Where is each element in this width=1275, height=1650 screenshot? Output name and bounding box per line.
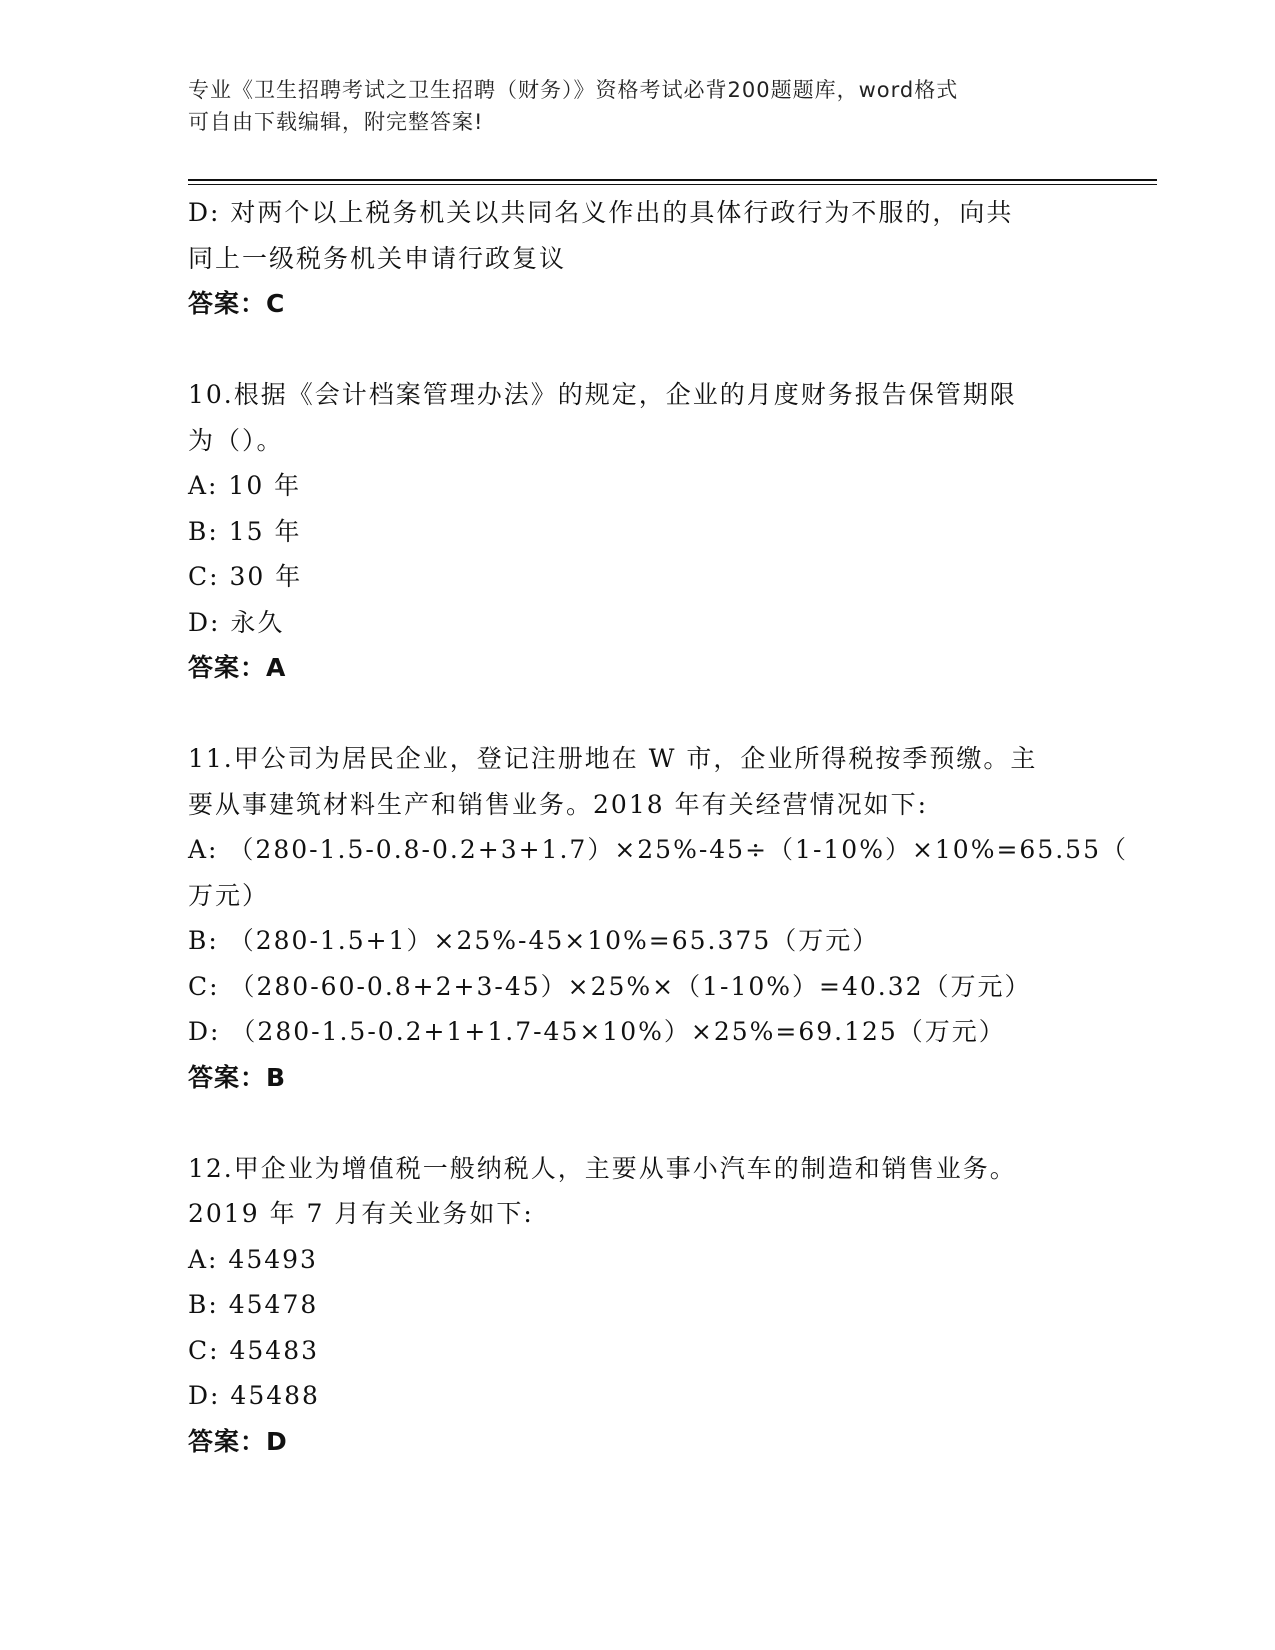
q12-option-c: C: 45483 <box>188 1335 320 1365</box>
q11-stem-line-1: 11.甲公司为居民企业，登记注册地在 W 市，企业所得税按季预缴。主 <box>188 744 1038 773</box>
q9-option-d-line-2: 同上一级税务机关申请行政复议 <box>188 243 567 273</box>
spacer <box>188 1100 1088 1146</box>
q10-stem-line-1: 10.根据《会计档案管理办法》的规定，企业的月度财务报告保管期限 <box>188 380 1017 409</box>
question-list <box>188 190 1128 1464</box>
header-divider-thick <box>188 179 1157 181</box>
q12-stem-line-1: 12.甲企业为增值税一般纳税人，主要从事小汽车的制造和销售业务。 <box>188 1153 1017 1183</box>
q11-option-b: B: （280-1.5+1）×25%-45×10%=65.375（万元） <box>188 926 880 955</box>
q11-answer: 答案：B <box>188 1062 287 1092</box>
q12-stem-line-2: 2019 年 7 月有关业务如下: <box>188 1199 534 1228</box>
q9-option-d-line-1: D: 对两个以上税务机关以共同名义作出的具体行政行为不服的，向共 <box>188 198 1014 227</box>
q11-option-d: D: （280-1.5-0.2+1+1.7-45×10%）×25%=69.125（万元） <box>188 1017 1006 1046</box>
q12-option-a: A: 45493 <box>188 1244 318 1274</box>
question-12 <box>188 1146 1088 1465</box>
q12-option-b: B: 45478 <box>188 1290 319 1319</box>
spacer <box>188 327 1088 373</box>
question-11 <box>188 736 1128 1100</box>
q11-option-a-line-1: A: （280-1.5-0.8-0.2+3+1.7）×25%-45÷（1-10%）×10%=65.55（ <box>188 835 1128 864</box>
q11-option-a-line-2: 万元） <box>188 880 270 910</box>
q10-option-d: D: 永久 <box>188 607 285 637</box>
question-10 <box>188 372 1088 691</box>
q10-option-c: C: 30 年 <box>188 562 303 591</box>
q10-option-a: A: 10 年 <box>188 471 302 500</box>
q11-option-c: C: （280-60-0.8+2+3-45）×25%×（1-10%）=40.32（万元） <box>188 971 1032 1001</box>
header-title-line-2: 可自由下载编辑，附完整答案! <box>188 110 484 134</box>
spacer <box>188 691 1088 737</box>
q12-option-d: D: 45488 <box>188 1381 320 1410</box>
q11-stem-line-2: 要从事建筑材料生产和销售业务。2018 年有关经营情况如下: <box>188 789 928 819</box>
q10-stem-line-2: 为（）。 <box>188 425 284 455</box>
q9-answer: 答案：C <box>188 289 286 318</box>
question-9-tail <box>188 190 1088 327</box>
q12-answer: 答案：D <box>188 1426 288 1456</box>
header-divider-thin <box>188 184 1157 185</box>
q10-answer: 答案：A <box>188 653 287 682</box>
document-header <box>188 74 1088 138</box>
q10-option-b: B: 15 年 <box>188 516 302 546</box>
header-title-line-1: 专业《卫生招聘考试之卫生招聘（财务）》资格考试必背200题题库，word格式 <box>188 78 959 102</box>
